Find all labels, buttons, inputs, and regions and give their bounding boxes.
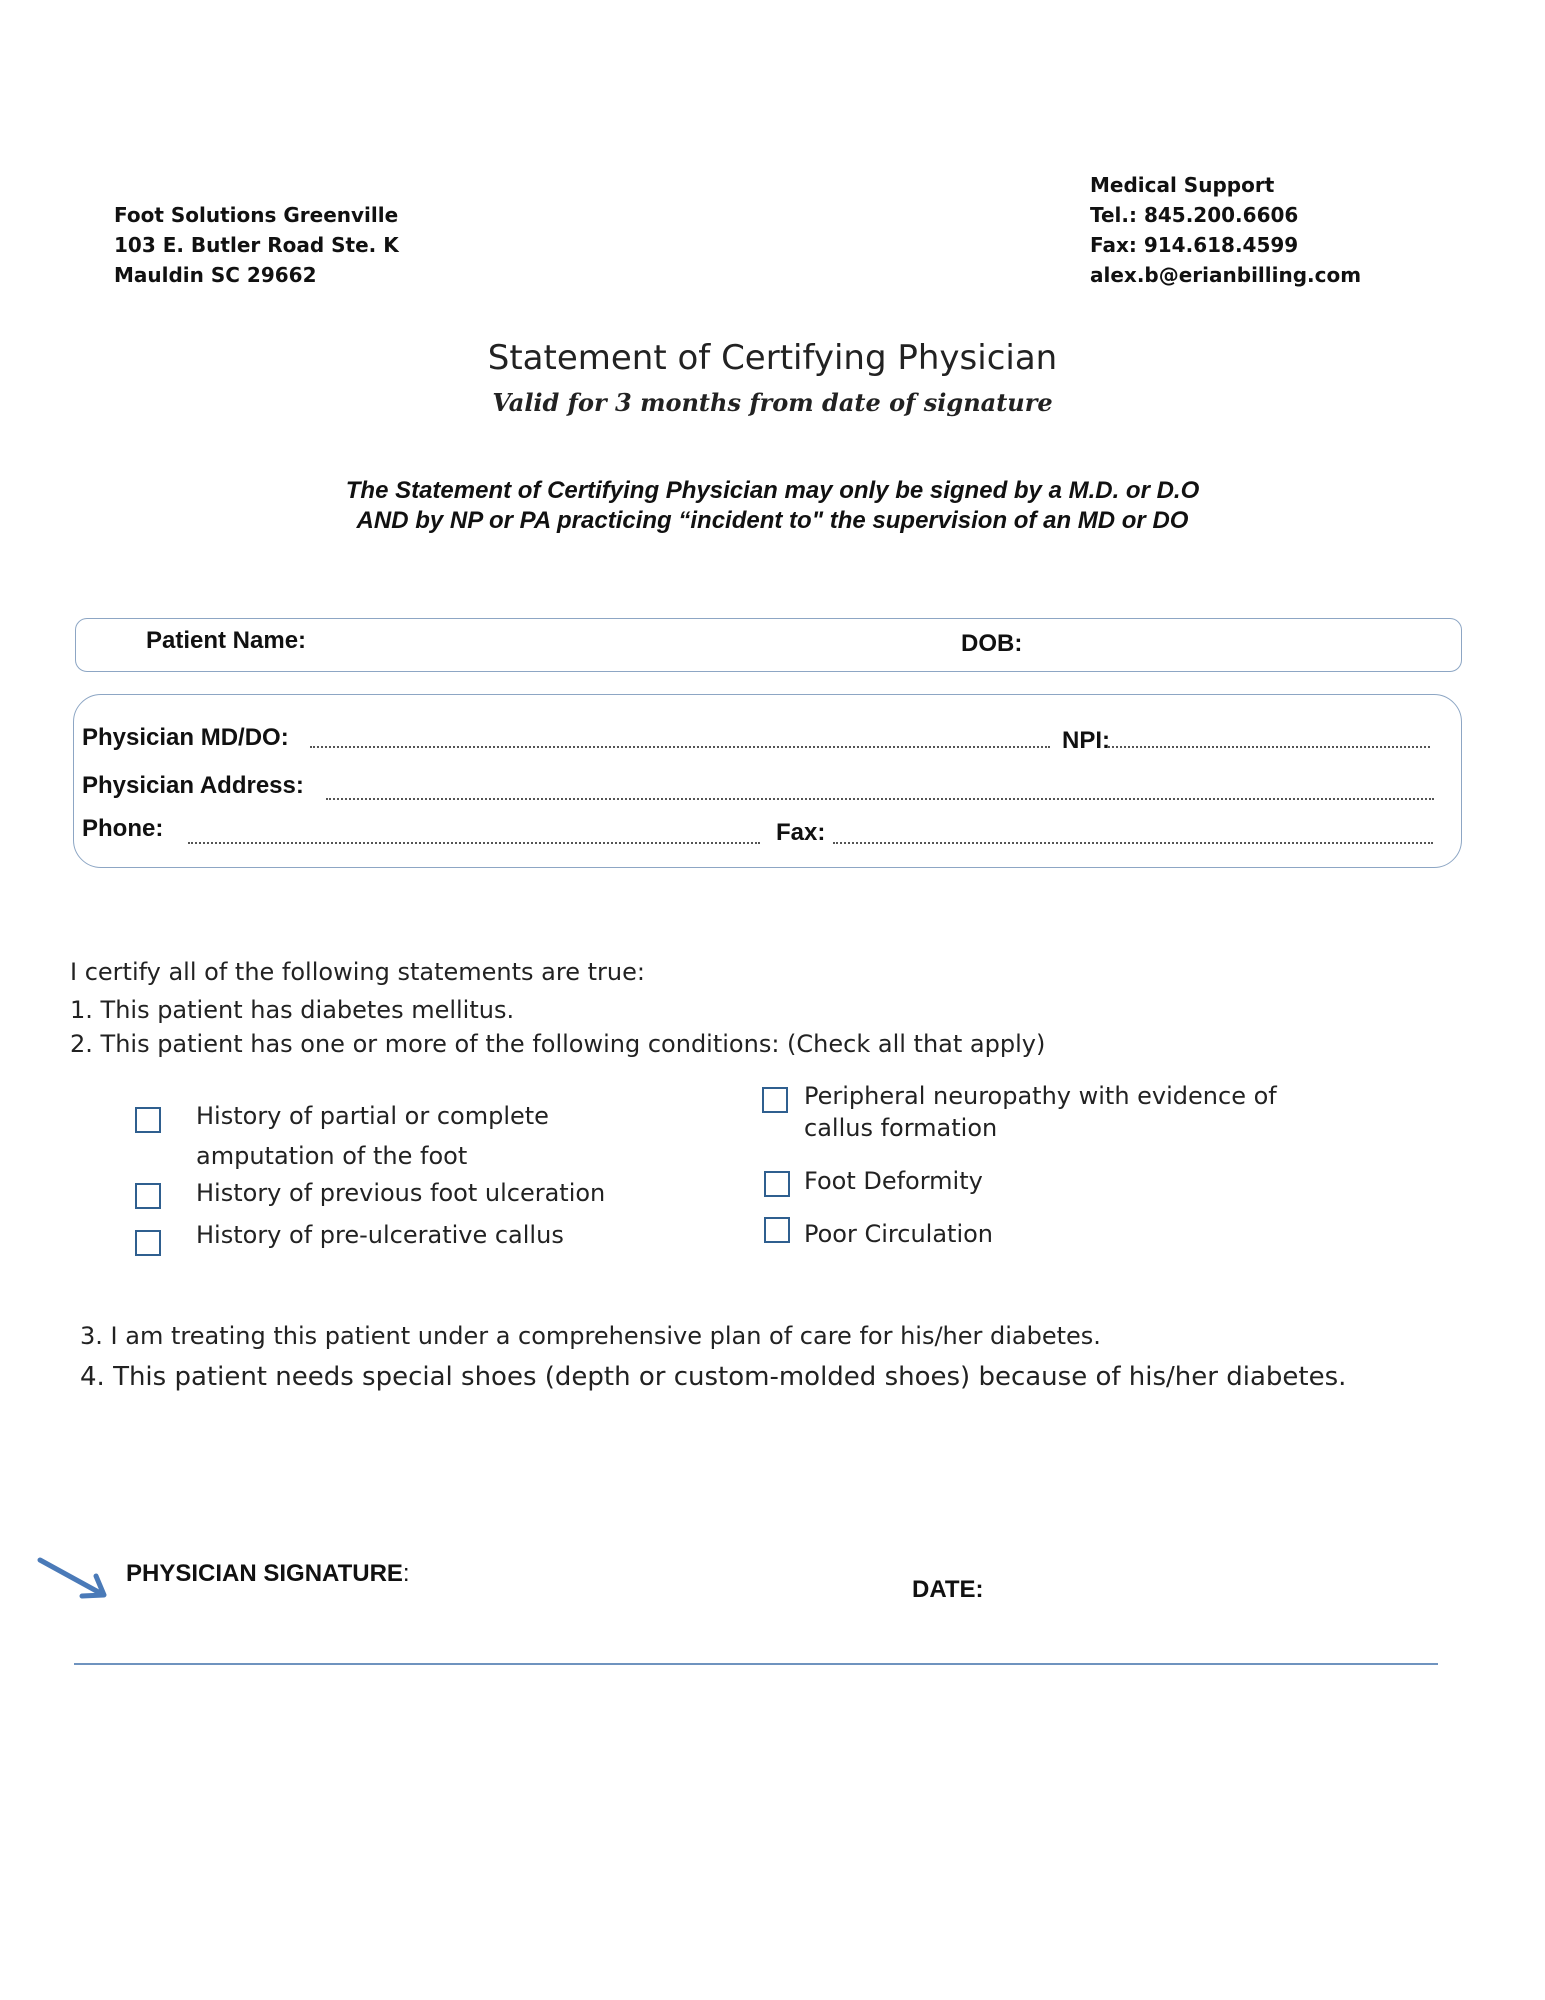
callus-label: History of pre-ulcerative callus [196,1221,564,1249]
npi-field[interactable] [1108,746,1430,748]
phone-label: Phone: [82,815,164,842]
notice-line-2: AND by NP or PA practicing “incident to" the supervision of an MD or DO [356,507,1189,534]
circulation-checkbox[interactable] [764,1217,790,1243]
amputation-label: History of partial or complete amputation of the foot [196,1102,549,1170]
date-label: DATE: [912,1576,984,1603]
circulation-label: Poor Circulation [804,1220,993,1248]
page-subtitle: Valid for 3 months from date of signature [492,388,1053,417]
signature-label-colon: : [402,1560,410,1587]
support-tel: Tel.: 845.200.6606 [1090,203,1299,227]
physician-md-field[interactable] [310,746,1050,748]
support-title: Medical Support [1090,173,1275,197]
statement-3: 3. I am treating this patient under a comprehensive plan of care for his/her diabetes. [80,1322,1101,1350]
physician-address-label: Physician Address: [82,772,304,799]
sender-street: 103 E. Butler Road Ste. K [114,233,399,257]
deformity-checkbox[interactable] [764,1171,790,1197]
signature-line[interactable] [74,1663,1438,1665]
npi-label: NPI: [1062,727,1110,754]
physician-address-field[interactable] [326,798,1434,800]
statement-4: 4. This patient needs special shoes (depth or custom-molded shoes) because of his/her diabetes. [80,1362,1347,1392]
ulceration-label: History of previous foot ulceration [196,1179,606,1207]
support-email: alex.b@erianbilling.com [1090,263,1362,287]
statement-2: 2. This patient has one or more of the following conditions: (Check all that apply) [70,1030,1046,1058]
notice-line-1: The Statement of Certifying Physician may only be signed by a M.D. or D.O [345,477,1200,504]
amputation-checkbox[interactable] [135,1107,161,1133]
fax-field[interactable] [833,842,1433,844]
patient-name-label: Patient Name: [146,627,307,654]
statement-1: 1. This patient has diabetes mellitus. [70,996,515,1024]
ulceration-checkbox[interactable] [135,1183,161,1209]
support-fax: Fax: 914.618.4599 [1090,233,1299,257]
dob-label: DOB: [961,630,1023,657]
neuropathy-checkbox[interactable] [762,1087,788,1113]
signature-label-text: PHYSICIAN SIGNATURE [126,1560,403,1587]
deformity-label: Foot Deformity [804,1167,983,1195]
page-title: Statement of Certifying Physician [487,338,1058,378]
physician-signature-label [126,1560,410,1588]
physician-md-label: Physician MD/DO: [82,724,289,751]
neuropathy-label: Peripheral neuropathy with evidence of callus formation [804,1082,1277,1142]
certify-intro: I certify all of the following statements are true: [70,958,645,986]
phone-field[interactable] [188,842,760,844]
arrow-icon [36,1556,112,1604]
sender-city: Mauldin SC 29662 [114,263,317,287]
fax-label: Fax: [776,819,826,846]
callus-checkbox[interactable] [135,1230,161,1256]
signing-notice [0,476,1545,536]
sender-name: Foot Solutions Greenville [114,203,399,227]
support-contact [1090,170,1361,290]
sender-address [114,200,399,290]
